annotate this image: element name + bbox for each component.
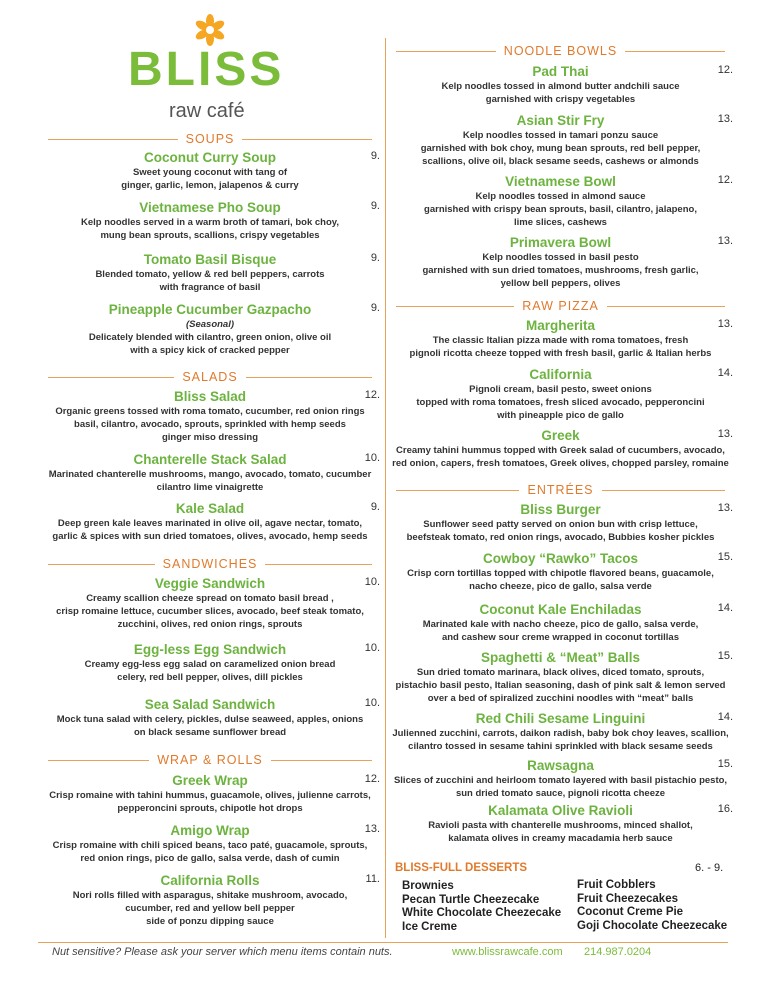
wraps-item <box>40 773 380 815</box>
salads-heading-label: SALADS <box>182 370 238 384</box>
item-price: 9. <box>370 252 380 264</box>
item-name: Veggie Sandwich <box>154 576 266 591</box>
item-name: Chanterelle Stack Salad <box>133 452 287 467</box>
item-name: Primavera Bowl <box>509 235 612 250</box>
item-name: Cowboy “Rawko” Tacos <box>482 551 639 566</box>
dessert-item: Coconut Creme Pie <box>577 906 684 918</box>
item-note: (Seasonal) <box>185 319 235 330</box>
footer-divider <box>38 942 728 943</box>
brand-subtitle: raw café <box>169 100 245 122</box>
soups-heading-label: SOUPS <box>185 132 235 146</box>
item-price: 12. <box>364 389 380 401</box>
pizzas-item <box>388 428 733 470</box>
pizza-heading <box>396 299 725 313</box>
item-description: Marinated kale with nacho cheeze, pico de gallo, salsa verde, and cashew sour creme wrapped in coconut tortillas <box>422 619 699 643</box>
item-description: Crisp romaine with chili spiced beans, taco paté, guacamole, sprouts, red onion rings, pico de gallo, salsa verde, dash of cumin <box>52 840 368 864</box>
item-price: 13. <box>717 113 733 125</box>
item-description: Kelp noodles tossed in basil pesto garnished with sun dried tomatoes, mushrooms, fresh garlic, yellow bell peppers, olives <box>422 252 699 289</box>
pizza-heading-label: RAW PIZZA <box>522 299 599 313</box>
item-name: Tomato Basil Bisque <box>143 252 277 267</box>
item-name: Sea Salad Sandwich <box>144 697 276 712</box>
soups-item <box>40 252 380 294</box>
noodles-item <box>388 113 733 168</box>
item-price: 13. <box>717 428 733 440</box>
item-name: Coconut Curry Soup <box>144 150 276 165</box>
item-name: California Rolls <box>160 873 260 888</box>
item-name: Spaghetti & “Meat” Balls <box>480 650 641 665</box>
item-description: Sweet young coconut with tang of ginger, garlic, lemon, jalapenos & curry <box>121 167 299 191</box>
item-price: 15. <box>717 650 733 662</box>
item-description: Organic greens tossed with roma tomato, cucumber, red onion rings basil, cilantro, avocado, sprouts, sprinkled with hemp seeds ginger miso dressing <box>55 406 365 443</box>
entrees-item <box>388 758 733 800</box>
dessert-item: Fruit Cheezecakes <box>577 892 678 905</box>
item-description: Julienned zucchini, carrots, daikon radish, baby bok choy leaves, scallion, cilantro tossed in sesame tahini sprinkled with black sesame seeds <box>392 728 729 752</box>
website-link[interactable]: www.blissrawcafe.com <box>452 946 563 958</box>
wraps-item <box>40 823 380 865</box>
item-description: The classic Italian pizza made with roma tomatoes, fresh pignoli ricotta cheeze topped with fresh basil, garlic & Italian herbs <box>409 335 712 359</box>
dessert-item: White Chocolate Cheezecake <box>402 907 562 919</box>
item-name: Kalamata Olive Ravioli <box>488 803 633 818</box>
item-description: Nori rolls filled with asparagus, shitake mushroom, avocado, cucumber, red and yellow bell pepper side of ponzu dipping sauce <box>72 890 348 927</box>
sandwiches-heading <box>48 557 372 571</box>
entrees-item <box>388 551 733 593</box>
item-description: Pignoli cream, basil pesto, sweet onions topped with roma tomatoes, fresh sliced avocado, pepperoncini with pineapple pico de gallo <box>416 384 705 421</box>
wraps-item <box>40 873 380 928</box>
item-name: Coconut Kale Enchiladas <box>479 602 642 617</box>
item-price: 16. <box>717 803 733 815</box>
noodles-item <box>388 64 733 106</box>
wraps-heading-label: WRAP & ROLLS <box>157 753 263 767</box>
item-name: Vietnamese Pho Soup <box>139 200 281 215</box>
item-price: 10. <box>364 697 380 709</box>
entrees-heading <box>396 483 725 497</box>
item-name: Amigo Wrap <box>170 823 250 838</box>
item-price: 10. <box>364 576 380 588</box>
item-price: 14. <box>717 602 733 614</box>
entrees-item <box>388 602 733 644</box>
soups-item <box>40 150 380 192</box>
right-column <box>388 0 733 940</box>
item-price: 11. <box>365 873 380 885</box>
item-description: Mock tuna salad with celery, pickles, dulse seaweed, apples, onions on black sesame sunflower bread <box>56 714 364 738</box>
sandwiches-item <box>40 576 380 631</box>
item-price: 12. <box>717 64 733 76</box>
item-price: 13. <box>364 823 380 835</box>
item-price: 13. <box>717 235 733 247</box>
entrees-item <box>388 650 733 705</box>
item-name: Greek <box>541 428 580 443</box>
soups-item <box>40 302 380 357</box>
item-price: 9. <box>370 302 380 314</box>
sandwiches-heading-label: SANDWICHES <box>162 557 258 571</box>
column-divider <box>385 38 386 938</box>
sandwiches-item <box>40 697 380 739</box>
item-price: 10. <box>364 452 380 464</box>
soups-heading <box>48 132 372 146</box>
left-column <box>40 0 380 940</box>
dessert-item: Goji Chocolate Cheezecake <box>577 919 728 932</box>
pizzas-item <box>388 318 733 360</box>
noodles-item <box>388 174 733 229</box>
item-name: Bliss Burger <box>520 502 601 517</box>
item-description: Sun dried tomato marinara, black olives, diced tomato, sprouts, pistachio basil pesto, Italian seasoning, dash of pink salt & lemon served over a bed of spiralized zucchini noodles with “meat” balls <box>395 667 726 704</box>
item-price: 9. <box>370 200 380 212</box>
item-description: Crisp corn tortillas topped with chipotle flavored beans, guacamole, nacho cheeze, pico de gallo, salsa verde <box>407 568 714 592</box>
item-name: Kale Salad <box>175 501 245 516</box>
item-description: Kelp noodles tossed in almond butter andchili sauce garnished with crispy vegetables <box>441 81 680 105</box>
item-description: Delicately blended with cilantro, green onion, olive oil with a spicy kick of cracked pepper <box>88 332 332 356</box>
noodle-heading <box>396 44 725 58</box>
salads-item <box>40 452 380 494</box>
pizzas-item <box>388 367 733 422</box>
item-name: Red Chili Sesame Linguini <box>475 711 646 726</box>
item-description: Kelp noodles tossed in tamari ponzu sauce garnished with bok choy, mung bean sprouts, red bell pepper, scallions, olive oil, black sesame seeds, cashews or almonds <box>420 130 701 167</box>
salads-item <box>40 389 380 444</box>
item-description: Deep green kale leaves marinated in olive oil, agave nectar, tomato, garlic & spices with sun dried tomatoes, olives, avocado, hemp seeds <box>52 518 368 542</box>
item-price: 12. <box>364 773 380 785</box>
dessert-item: Pecan Turtle Cheezecake <box>402 893 540 906</box>
wraps-heading <box>48 753 372 767</box>
dessert-item: Fruit Cobblers <box>577 879 656 891</box>
dessert-item: Brownies <box>402 880 454 892</box>
entrees-item <box>388 803 733 845</box>
item-name: Pad Thai <box>532 64 589 79</box>
item-name: California <box>529 367 592 382</box>
item-name: Rawsagna <box>527 758 594 773</box>
entrees-heading-label: ENTRÉES <box>527 483 594 497</box>
entrees-item <box>388 502 733 544</box>
item-name: Margherita <box>525 318 596 333</box>
salads-item <box>40 501 380 543</box>
brand-name: BLISS <box>128 43 285 96</box>
item-price: 9. <box>370 150 380 162</box>
item-description: Creamy scallion cheeze spread on tomato basil bread , crisp romaine lettuce, cucumber slices, avocado, beef steak tomato, zucchini, olives, red onion rings, sprouts <box>56 593 364 630</box>
item-description: Kelp noodles tossed in almond sauce garnished with crispy bean sprouts, basil, cilantro, jalapeno, lime slices, cashews <box>424 191 697 228</box>
item-description: Marinated chanterelle mushrooms, mango, avocado, tomato, cucumber cilantro lime vinaigrette <box>48 469 372 493</box>
entrees-item <box>388 711 733 753</box>
item-price: 12. <box>717 174 733 186</box>
phone-number: 214.987.0204 <box>584 946 652 958</box>
item-price: 14. <box>717 711 733 723</box>
item-description: Creamy egg-less egg salad on caramelized onion bread celery, red bell pepper, olives, dill pickles <box>84 659 336 683</box>
item-description: Sunflower seed patty served on onion bun with crisp lettuce, beefsteak tomato, red onion rings, avocado, Bubbies kosher pickles <box>406 519 715 543</box>
salads-heading <box>48 370 372 384</box>
item-description: Creamy tahini hummus topped with Greek salad of cucumbers, avocado, red onion, capers, fresh tomatoes, Greek olives, chopped parsley, romaine <box>392 445 729 469</box>
desserts-heading: BLISS-FULL DESSERTS <box>395 862 528 874</box>
item-name: Greek Wrap <box>172 773 248 788</box>
item-price: 9. <box>370 501 380 513</box>
desserts-list-left <box>402 880 561 934</box>
desserts-price: 6. - 9. <box>695 862 724 874</box>
sandwiches-item <box>40 642 380 684</box>
item-description: Kelp noodles served in a warm broth of tamari, bok choy, mung bean sprouts, scallions, crispy vegetables <box>81 217 339 241</box>
soups-item <box>40 200 380 242</box>
item-price: 15. <box>717 551 733 563</box>
item-name: Egg-less Egg Sandwich <box>133 642 287 657</box>
item-price: 13. <box>717 502 733 514</box>
item-name: Vietnamese Bowl <box>505 174 616 189</box>
item-description: Ravioli pasta with chanterelle mushrooms, minced shallot, kalamata olives in creamy macadamia herb sauce <box>428 820 693 844</box>
desserts-list-right <box>577 879 727 933</box>
nut-warning: Nut sensitive? Please ask your server which menu items contain nuts. <box>52 946 393 958</box>
item-description: Crisp romaine with tahini hummus, guacamole, olives, julienne carrots, pepperoncini sprouts, chipotle hot drops <box>49 790 371 814</box>
item-price: 14. <box>717 367 733 379</box>
item-price: 13. <box>717 318 733 330</box>
noodles-item <box>388 235 733 290</box>
item-name: Asian Stir Fry <box>516 113 605 128</box>
item-name: Bliss Salad <box>173 389 247 404</box>
item-name: Pineapple Cucumber Gazpacho <box>108 302 312 317</box>
dessert-item: Ice Creme <box>402 920 457 933</box>
item-price: 10. <box>364 642 380 654</box>
item-description: Slices of zucchini and heirloom tomato layered with basil pistachio pesto, sun dried tomato sauce, pignoli ricotta cheeze <box>393 775 728 799</box>
item-description: Blended tomato, yellow & red bell peppers, carrots with fragrance of basil <box>95 269 325 293</box>
noodle-heading-label: NOODLE BOWLS <box>503 44 618 58</box>
item-price: 15. <box>717 758 733 770</box>
